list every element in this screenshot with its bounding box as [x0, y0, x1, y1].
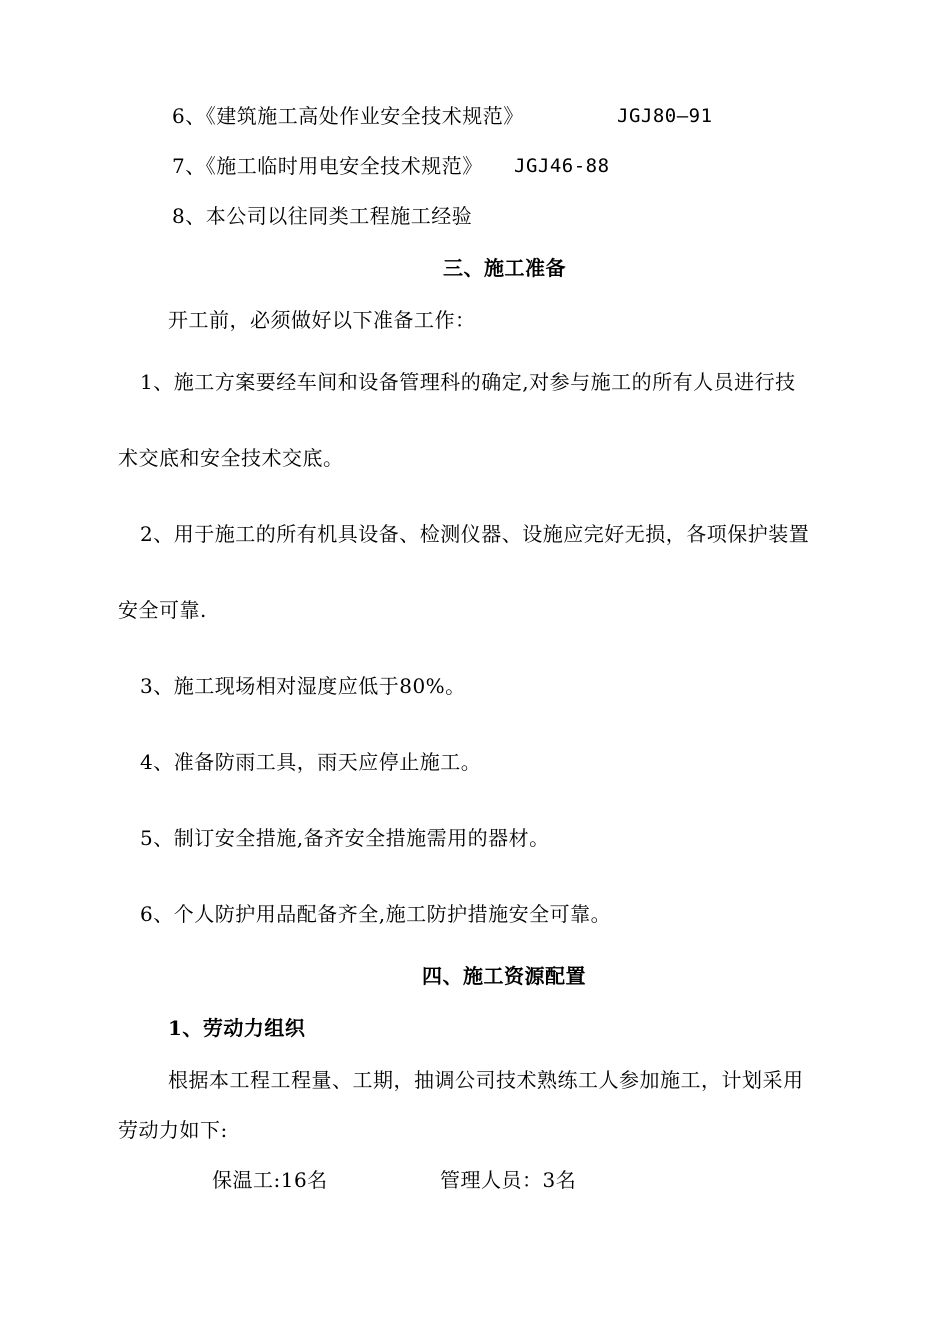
section-3-heading: 三、施工准备 — [443, 256, 566, 280]
standard-item-7-code: JGJ46-88 — [514, 155, 610, 177]
prep-item-1-line1: 1、施工方案要经车间和设备管理科的确定,对参与施工的所有人员进行技 — [140, 370, 796, 394]
labor-paragraph-line1: 根据本工程工程量、工期，抽调公司技术熟练工人参加施工，计划采用 — [168, 1068, 804, 1092]
standard-item-6: 6、《建筑施工高处作业安全技术规范》 — [172, 104, 524, 128]
section-4-heading: 四、施工资源配置 — [422, 964, 586, 988]
standard-item-8: 8、本公司以往同类工程施工经验 — [172, 204, 473, 228]
prep-item-4: 4、准备防雨工具，雨天应停止施工。 — [140, 750, 482, 774]
prep-item-6: 6、个人防护用品配备齐全,施工防护措施安全可靠。 — [140, 902, 612, 926]
labor-insulation-workers: 保温工:16名 — [212, 1168, 328, 1192]
prep-item-5: 5、制订安全措施,备齐安全措施需用的器材。 — [140, 826, 550, 850]
section-4-subheading: 1、劳动力组织 — [168, 1016, 306, 1040]
prep-item-2-line1: 2、用于施工的所有机具设备、检测仪器、设施应完好无损，各项保护装置 — [140, 522, 810, 546]
standard-item-6-code: JGJ80—91 — [617, 105, 713, 127]
section-3-intro: 开工前，必须做好以下准备工作： — [168, 308, 476, 332]
labor-managers: 管理人员：3名 — [440, 1168, 577, 1192]
labor-paragraph-line2: 劳动力如下: — [118, 1118, 228, 1142]
prep-item-3: 3、施工现场相对湿度应低于80%。 — [140, 674, 466, 698]
standard-item-7: 7、《施工临时用电安全技术规范》 — [172, 154, 483, 178]
prep-item-2-line2: 安全可靠. — [118, 598, 207, 622]
prep-item-1-line2: 术交底和安全技术交底。 — [118, 446, 344, 470]
